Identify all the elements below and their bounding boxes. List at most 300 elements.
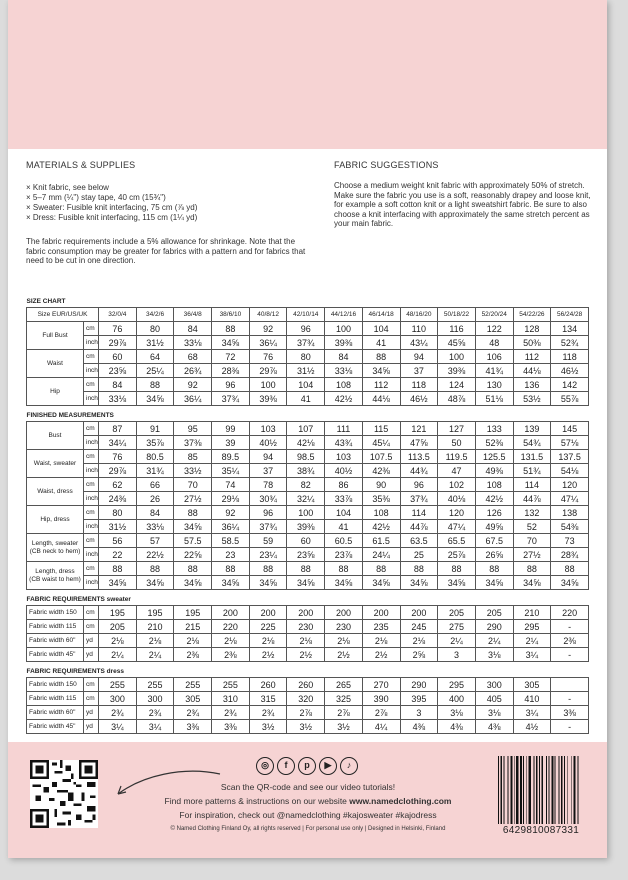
value-cell: 215 [174,620,212,634]
value-cell: 132 [513,506,551,520]
value-cell: 46½ [551,364,589,378]
unit-cell: inch [84,520,99,534]
value-cell: 41¾ [475,364,513,378]
value-cell: 3½ [325,720,363,734]
value-cell: 76 [99,322,137,336]
value-cell: 131.5 [513,450,551,464]
value-cell: 34⅝ [174,576,212,590]
unit-cell: cm [84,562,99,576]
value-cell: 142 [551,378,589,392]
value-cell: 125.5 [475,450,513,464]
value-cell: 38¾ [287,464,325,478]
value-cell: 44⅞ [513,492,551,506]
value-cell: 73 [551,534,589,548]
value-cell: 300 [99,692,137,706]
value-cell: 29⅞ [99,336,137,350]
value-cell: 120 [551,478,589,492]
unit-cell: inch [84,364,99,378]
barcode-bar [559,756,560,824]
value-cell: 60.5 [325,534,363,548]
materials-title: MATERIALS & SUPPLIES [26,160,136,170]
value-cell: 26⅝ [475,548,513,562]
value-cell: 39⅜ [325,336,363,350]
size-header-cell: 34/2/6 [136,308,174,322]
barcode-bar [546,756,547,824]
youtube-icon[interactable]: ▶ [319,757,337,775]
instagram-icon[interactable]: ◎ [256,757,274,775]
value-cell: 72 [212,350,250,364]
value-cell: 87 [99,422,137,436]
value-cell: 320 [287,692,325,706]
social-icons [256,757,358,775]
value-cell: 52⅜ [475,436,513,450]
list-item: × Sweater: Fusible knit interfacing, 75 cm (⅞ yd) [26,203,326,213]
value-cell: 41 [362,336,400,350]
value-cell: 400 [438,692,476,706]
value-cell: 76 [99,450,137,464]
value-cell: - [551,720,589,734]
value-cell: 260 [287,678,325,692]
value-cell: 3½ [249,720,287,734]
row-label-text: Waist, dress [37,487,73,495]
tiktok-icon[interactable]: ♪ [340,757,358,775]
value-cell: 255 [99,678,137,692]
value-cell: 59 [249,534,287,548]
value-cell: 27½ [513,548,551,562]
measurement-table [26,292,589,734]
value-cell: 104 [325,506,363,520]
value-cell: 138 [551,506,589,520]
value-cell: 70 [513,534,551,548]
row-label [27,450,84,478]
value-cell: 34⅝ [438,576,476,590]
value-cell: 92 [212,506,250,520]
value-cell: 220 [551,606,589,620]
pinterest-icon[interactable]: p [298,757,316,775]
value-cell: 112 [362,378,400,392]
table-row [27,634,589,648]
barcode-bar [548,756,549,824]
value-cell: 34⅝ [212,336,250,350]
value-cell: 107 [287,422,325,436]
barcode-bar [536,756,538,824]
barcode-bar [574,756,576,824]
value-cell: 47 [438,464,476,478]
fabric-title: FABRIC SUGGESTIONS [334,160,439,170]
value-cell: 22 [99,548,137,562]
value-cell: 23 [212,548,250,562]
value-cell: 25 [400,548,438,562]
value-cell: 88 [174,562,212,576]
value-cell: 57.5 [174,534,212,548]
value-cell: 94 [400,350,438,364]
value-cell: 100 [325,322,363,336]
value-cell: 37 [249,464,287,478]
unit-cell: inch [84,436,99,450]
value-cell: 31½ [136,336,174,350]
value-cell: 56 [99,534,137,548]
unit-cell: inch [84,336,99,350]
value-cell: 3⅜ [174,720,212,734]
size-header-row [27,308,589,322]
value-cell: 37 [400,364,438,378]
barcode-bar [526,756,527,824]
value-cell: 31½ [99,520,137,534]
value-cell: 305 [174,692,212,706]
row-label-sub: (CB waist to hem) [29,575,81,583]
value-cell: 255 [136,678,174,692]
list-item: × Knit fabric, see below [26,183,326,193]
value-cell: 66 [136,478,174,492]
website-link[interactable]: www.namedclothing.com [349,796,452,806]
value-cell: 89.5 [212,450,250,464]
value-cell: 39⅜ [438,364,476,378]
value-cell: 2¾ [99,706,137,720]
value-cell: 2⅛ [249,634,287,648]
value-cell: 44⅛ [513,364,551,378]
value-cell: 92 [174,378,212,392]
value-cell: 2¼ [475,634,513,648]
table-row [27,336,589,350]
value-cell: 88 [325,562,363,576]
value-cell: 31½ [287,364,325,378]
value-cell: 113.5 [400,450,438,464]
value-cell: 91 [136,422,174,436]
barcode-icon [496,756,586,824]
value-cell: 48⅞ [438,392,476,406]
value-cell: 88 [475,562,513,576]
value-cell: 2⅛ [287,634,325,648]
value-cell: 305 [513,678,551,692]
barcode-number: 6429810087331 [502,825,580,836]
value-cell: 35⅞ [136,436,174,450]
value-cell: 88 [400,562,438,576]
row-label [27,322,84,350]
value-cell: 114 [513,478,551,492]
value-cell: 2⅜ [174,648,212,662]
unit-cell: cm [84,534,99,548]
value-cell: 42½ [325,392,363,406]
table-row [27,520,589,534]
value-cell: 60 [287,534,325,548]
value-cell: 52¾ [551,336,589,350]
table-row [27,620,589,634]
value-cell: 33⅛ [325,364,363,378]
value-cell: 34⅝ [513,576,551,590]
value-cell: - [551,692,589,706]
value-cell: 390 [362,692,400,706]
value-cell: 2⅞ [287,706,325,720]
value-cell: 34⅝ [325,576,363,590]
value-cell: 195 [99,606,137,620]
value-cell: 25⅞ [438,548,476,562]
value-cell: 36¼ [249,336,287,350]
unit-cell: inch [84,576,99,590]
value-cell: 410 [513,692,551,706]
value-cell: 100 [438,350,476,364]
row-label-text: Length, sweater [31,540,79,547]
value-cell: 42½ [362,520,400,534]
value-cell: 44⅛ [362,392,400,406]
value-cell: 255 [212,678,250,692]
barcode-bar [534,756,535,824]
unit-cell: cm [84,678,99,692]
value-cell: 84 [99,378,137,392]
fabric-width-label: Fabric width 60" [27,706,84,720]
value-cell: 2⅛ [174,634,212,648]
barcode-bar [561,756,563,824]
table-row [27,576,589,590]
value-cell: 139 [513,422,551,436]
table-row [27,450,589,464]
value-cell: 99 [212,422,250,436]
unit-cell: yd [84,634,99,648]
value-cell: 57⅛ [551,436,589,450]
value-cell: 25¼ [136,364,174,378]
table-row [27,478,589,492]
value-cell: 210 [136,620,174,634]
barcode-bar [539,756,540,824]
value-cell: 130 [475,378,513,392]
value-cell: 290 [400,678,438,692]
section-row [27,406,589,422]
barcode-bar [567,756,568,824]
value-cell: 200 [400,606,438,620]
value-cell: 50⅜ [513,336,551,350]
barcode-bar [516,756,519,824]
value-cell: 37¾ [400,492,438,506]
value-cell: 70 [174,478,212,492]
value-cell: 310 [212,692,250,706]
value-cell: 24¼ [362,548,400,562]
value-cell: 65.5 [438,534,476,548]
barcode-bar [498,756,499,824]
value-cell: - [551,620,589,634]
value-cell: 112 [513,350,551,364]
fabric-text: Choose a medium weight knit fabric with approximately 50% of stretch. Make sure the fabric you use is a soft, reasonably drapey and loose knit, for example a soft cotton knit or a light sweatshirt fabric. Be sure to also choose a knit interfacing with approximately the same stretch percent as your main fabric. [334,181,591,228]
website-prefix: Find more patterns & instructions on our website [164,796,350,806]
value-cell: 80 [99,506,137,520]
value-cell: 3 [400,706,438,720]
value-cell: 230 [325,620,363,634]
value-cell: 210 [513,606,551,620]
table-row [27,534,589,548]
value-cell: 115 [362,422,400,436]
size-header-cell: 36/4/8 [174,308,212,322]
value-cell: 90 [362,478,400,492]
value-cell: 88 [362,562,400,576]
value-cell: 200 [362,606,400,620]
barcode-bar [555,756,556,824]
table-row [27,678,589,692]
value-cell: 96 [400,478,438,492]
value-cell: 108 [362,506,400,520]
value-cell: 46½ [400,392,438,406]
row-label-text: Hip [50,387,60,395]
unit-cell: yd [84,648,99,662]
value-cell: 23⅝ [99,364,137,378]
unit-cell: cm [84,350,99,364]
list-item: × Dress: Fusible knit interfacing, 115 cm (1¼ yd) [26,213,326,223]
value-cell: 122 [475,322,513,336]
value-cell: 54⅜ [551,520,589,534]
value-cell: 34⅝ [362,576,400,590]
value-cell: 26¾ [174,364,212,378]
value-cell: 265 [325,678,363,692]
value-cell: 34⅝ [362,364,400,378]
barcode-bar [571,756,572,824]
value-cell: 22½ [136,548,174,562]
unit-cell: cm [84,478,99,492]
value-cell: 88 [136,378,174,392]
value-cell: 42½ [475,492,513,506]
unit-cell: inch [84,548,99,562]
row-label-sub: (CB neck to hem) [29,547,81,555]
value-cell: 88 [287,562,325,576]
unit-cell: cm [84,378,99,392]
unit-cell: cm [84,450,99,464]
value-cell: 3⅛ [475,706,513,720]
value-cell: 26 [136,492,174,506]
value-cell: 95 [174,422,212,436]
value-cell: 110 [400,322,438,336]
value-cell: 127 [438,422,476,436]
value-cell: 36¼ [212,520,250,534]
value-cell: 43¾ [325,436,363,450]
value-cell: 33⅛ [99,392,137,406]
value-cell: 104 [287,378,325,392]
value-cell: 32¼ [287,492,325,506]
value-cell: 3⅜ [212,720,250,734]
website-line [118,796,498,806]
size-header-cell: 44/12/16 [325,308,363,322]
value-cell: 23⅝ [287,548,325,562]
size-header-cell: 54/22/26 [513,308,551,322]
value-cell: 134 [551,322,589,336]
value-cell: 2¼ [136,648,174,662]
value-cell: 295 [513,620,551,634]
table-row [27,692,589,706]
value-cell: 43¼ [400,336,438,350]
value-cell: 2¼ [513,634,551,648]
value-cell: 2⅜ [551,634,589,648]
value-cell: 235 [362,620,400,634]
value-cell: 39⅜ [287,520,325,534]
table-row [27,720,589,734]
value-cell: 28¾ [551,548,589,562]
value-cell: 34⅝ [99,576,137,590]
unit-cell: inch [84,392,99,406]
value-cell: 195 [136,606,174,620]
materials-list [26,183,326,223]
value-cell: 108 [475,478,513,492]
value-cell: 33½ [174,464,212,478]
row-label-text: Full Bust [42,331,68,339]
value-cell: 120 [438,506,476,520]
value-cell: 57 [136,534,174,548]
value-cell: 4½ [513,720,551,734]
value-cell: 100 [287,506,325,520]
value-cell: 44¾ [400,464,438,478]
value-cell: 118 [400,378,438,392]
value-cell: 100 [249,378,287,392]
barcode-bar [523,756,524,824]
row-label-text: Length, dress [35,568,75,575]
value-cell: 76 [249,350,287,364]
value-cell: 45⅝ [438,336,476,350]
value-cell: 47¼ [551,492,589,506]
value-cell: 119.5 [438,450,476,464]
value-cell: 2⅞ [362,706,400,720]
unit-cell: yd [84,720,99,734]
value-cell: 111 [325,422,363,436]
value-cell: 121 [400,422,438,436]
qr-code-icon[interactable] [30,760,98,828]
value-cell: 2¾ [136,706,174,720]
value-cell: 96 [287,322,325,336]
value-cell: 34¼ [99,436,137,450]
value-cell: 126 [475,506,513,520]
value-cell: 33⅞ [325,492,363,506]
value-cell: 2¼ [438,634,476,648]
table-row [27,436,589,450]
value-cell: 88 [136,562,174,576]
value-cell: 24⅜ [99,492,137,506]
value-cell: 4⅜ [475,720,513,734]
barcode-bar [552,756,554,824]
value-cell: 2½ [287,648,325,662]
value-cell: 84 [325,350,363,364]
section-row [27,662,589,678]
value-cell: 88 [174,506,212,520]
value-cell: 205 [475,606,513,620]
value-cell: 88 [362,350,400,364]
value-cell: 114 [400,506,438,520]
fabric-width-label: Fabric width 115 [27,692,84,706]
value-cell: 34⅝ [249,576,287,590]
table-row [27,492,589,506]
facebook-icon[interactable]: f [277,757,295,775]
value-cell: 37¾ [249,520,287,534]
row-label [27,478,84,506]
value-cell: 88 [249,562,287,576]
barcode-bar [500,756,502,824]
value-cell: 64 [136,350,174,364]
value-cell: 30¾ [249,492,287,506]
row-label [27,378,84,406]
value-cell: 2⅛ [325,634,363,648]
section-title: FINISHED MEASUREMENTS [26,411,114,419]
table-row [27,606,589,620]
row-label [27,562,84,590]
value-cell: 29⅞ [99,464,137,478]
value-cell: 45¼ [362,436,400,450]
barcode-bar [578,756,579,824]
row-label [27,422,84,450]
value-cell: 22⅝ [174,548,212,562]
value-cell: 84 [136,506,174,520]
row-label-text: Waist [46,359,63,367]
value-cell: 275 [438,620,476,634]
value-cell: 41 [287,392,325,406]
value-cell: 42⅜ [362,464,400,478]
value-cell: 104 [362,322,400,336]
value-cell: 35⅜ [362,492,400,506]
value-cell: 34⅝ [136,576,174,590]
value-cell: 88 [212,322,250,336]
unit-cell: cm [84,506,99,520]
list-item: × 5–7 mm (¼") stay tape, 40 cm (15¾") [26,193,326,203]
